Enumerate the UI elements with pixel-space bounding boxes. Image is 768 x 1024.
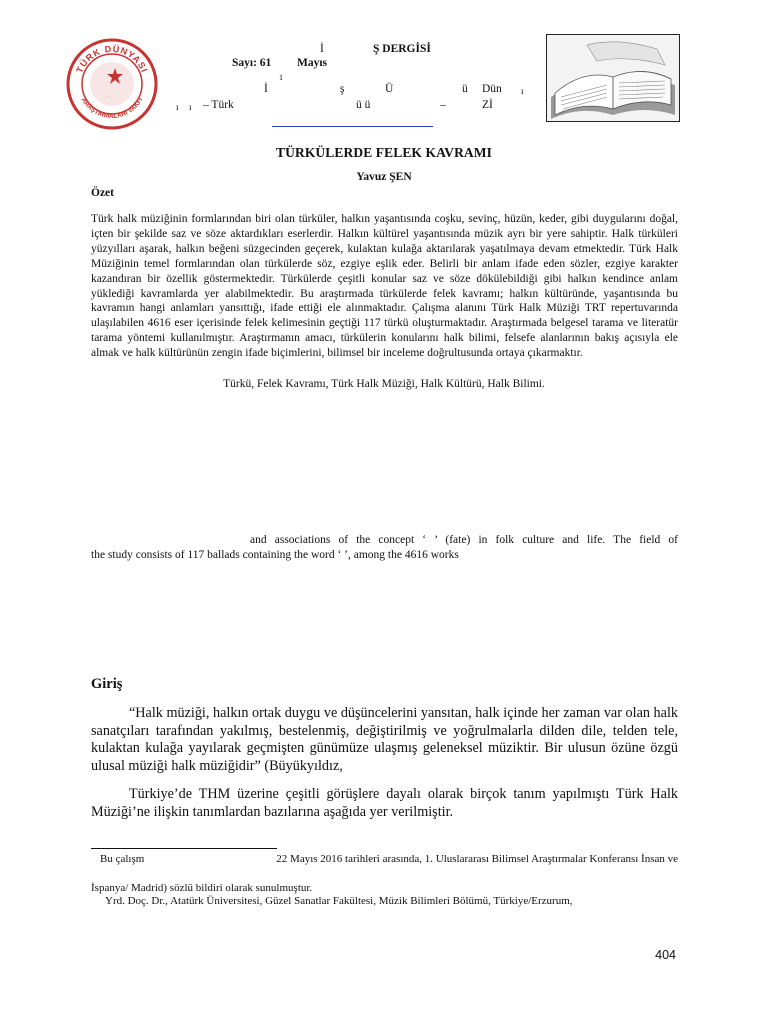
header-line4-d: ü <box>462 83 468 95</box>
page-number: 404 <box>655 948 676 962</box>
header-line4-a: İ <box>264 83 268 95</box>
footnote-2: Yrd. Doç. Dr., Atatürk Üniversitesi, Güzel Sanatlar Fakültesi, Müzik Bilimleri Bölümü, Türkiye/Erzurum, <box>105 895 573 907</box>
intro-paragraph-2: Türkiye’de THM üzerine çeşitli görüşlere dayalı olarak birçok tanım yapılmıştı Türk Halk Müziği’ne ilişkin tanımlardan bazılarına aşağıda yer verilmiştir. <box>91 786 678 820</box>
abstract-text: Türk halk müziğinin formlarından biri olan türküler, halkın yaşantısında coşku, sevinç, hüzün, keder, gibi duygularını doğal, içten bir şekilde saz ve söze aktardıkları eserlerdir. Halkın kültürel yaşantısında müzik ayrı bir yere sahiptir. Halk türküleri yüzyılları aşarak, halkın beğeni süzgecinden geçerek, kulaktan kulağa aktarılarak yaşatılmaya devam etmektedir. Türk Halk Müziğinin temel formlarından olan türkülerde söz, ezgiye eşlik eder. Belirli bir anlam ifade eden sözler, ezgiye karakter kazandıran bir özellik göstermektedir. Türkülerde çeşitli konular saz ve söze dökülebildiği gibi halkın kendince anlam yüklediği kavramlarda yer alabilmektedir. Bu araştırmada türkülerde felek kavramı; halkın kültüründe, yaşantısında bu kavramın hangi anlamları yansıttığı, ifade ettiği ele alınmaktadır. Çalışma alanını Türk Halk Müziği TRT repertuvarında ulaşılabilen 4616 eser içerisinde felek kelimesinin geçtiği 117 türkü oluşturmaktadır. Araştırmada belgesel tarama ve literatür tarama yöntemi kullanılmıştır. Araştırmanın amacı, türkülerin konularını halk bilimi, felsefe alanlarının bakış açısıyla ele almak ve halk kültürünün zengin ifade biçimlerini, bilimsel bir inceleme doğrultusunda ortaya çıkarmaktır. <box>91 213 678 360</box>
header-issue: Sayı: 61 <box>232 57 272 69</box>
open-book-image <box>546 34 680 122</box>
abstract-heading: Özet <box>91 187 114 199</box>
header-line4-c: Ü <box>385 83 394 95</box>
header-line5-c: – Türk <box>203 99 234 111</box>
article-title: TÜRKÜLERDE FELEK KAVRAMI <box>276 145 492 160</box>
logo-text-bottom: ARAŞTIRMALARI VAKFI <box>79 96 145 121</box>
header-line5-b: ı <box>189 102 192 112</box>
header-line4-f: ı <box>521 86 524 96</box>
footnote-1-end: 22 Mayıs 2016 tarihleri arasında, 1. Uluslararası Bilimsel Araştırmalar Konferansı İnsan ve <box>276 853 678 865</box>
header-line5-e: – <box>440 99 446 111</box>
header-sup: 1 <box>279 73 283 82</box>
journal-logo <box>66 38 158 130</box>
header-line5-f: Zİ <box>482 99 493 111</box>
english-abstract-fragment <box>91 533 678 562</box>
header-line5-d: ü ü <box>356 99 371 111</box>
footnote-1-continued: İspanya/ Madrid) sözlü bildiri olarak sunulmuştur. <box>91 882 313 894</box>
header-line1-a: İ <box>320 43 324 55</box>
header-line4-e: Dün <box>482 83 502 95</box>
header-link-underline <box>272 126 433 127</box>
intro-paragraph-1: “Halk müziği, halkın ortak duygu ve düşüncelerini yansıtan, halk içinde her zaman var olan halk sanatçıları tarafından yakılmış, bestelenmiş, değiştirilmiş ve yoğrulmalarla dilden dile, telden tele, kulaktan kulağa yayılarak geçmişten günümüze ulaşmış geleneksel müziktir. Bir ulusun özüne özgü ulusal müziği halk müziğidir” (Büyükyıldız, <box>91 705 678 774</box>
footnote-1 <box>91 852 678 866</box>
header-month: Mayıs <box>297 57 328 69</box>
english-line-1: and associations of the concept ‘ ’ (fate) in folk culture and life. The field of <box>250 534 678 546</box>
logo-text-top: TÜRK DÜNYASI <box>74 43 150 75</box>
english-line-2: the study consists of 117 ballads containing the word ‘ ’, among the 4616 works <box>91 548 459 561</box>
footnote-separator <box>91 848 277 849</box>
keywords: Türkü, Felek Kavramı, Türk Halk Müziği, Halk Kültürü, Halk Bilimi. <box>223 378 545 390</box>
article-author: Yavuz ŞEN <box>356 171 412 183</box>
section-heading-giris: Giriş <box>91 676 123 692</box>
header-line5-a: ı <box>176 102 179 112</box>
footnote-1-start: Bu çalışm <box>100 853 145 865</box>
header-journal-name: Ş DERGİSİ <box>373 43 431 55</box>
header-line4-b: ş <box>340 83 345 95</box>
